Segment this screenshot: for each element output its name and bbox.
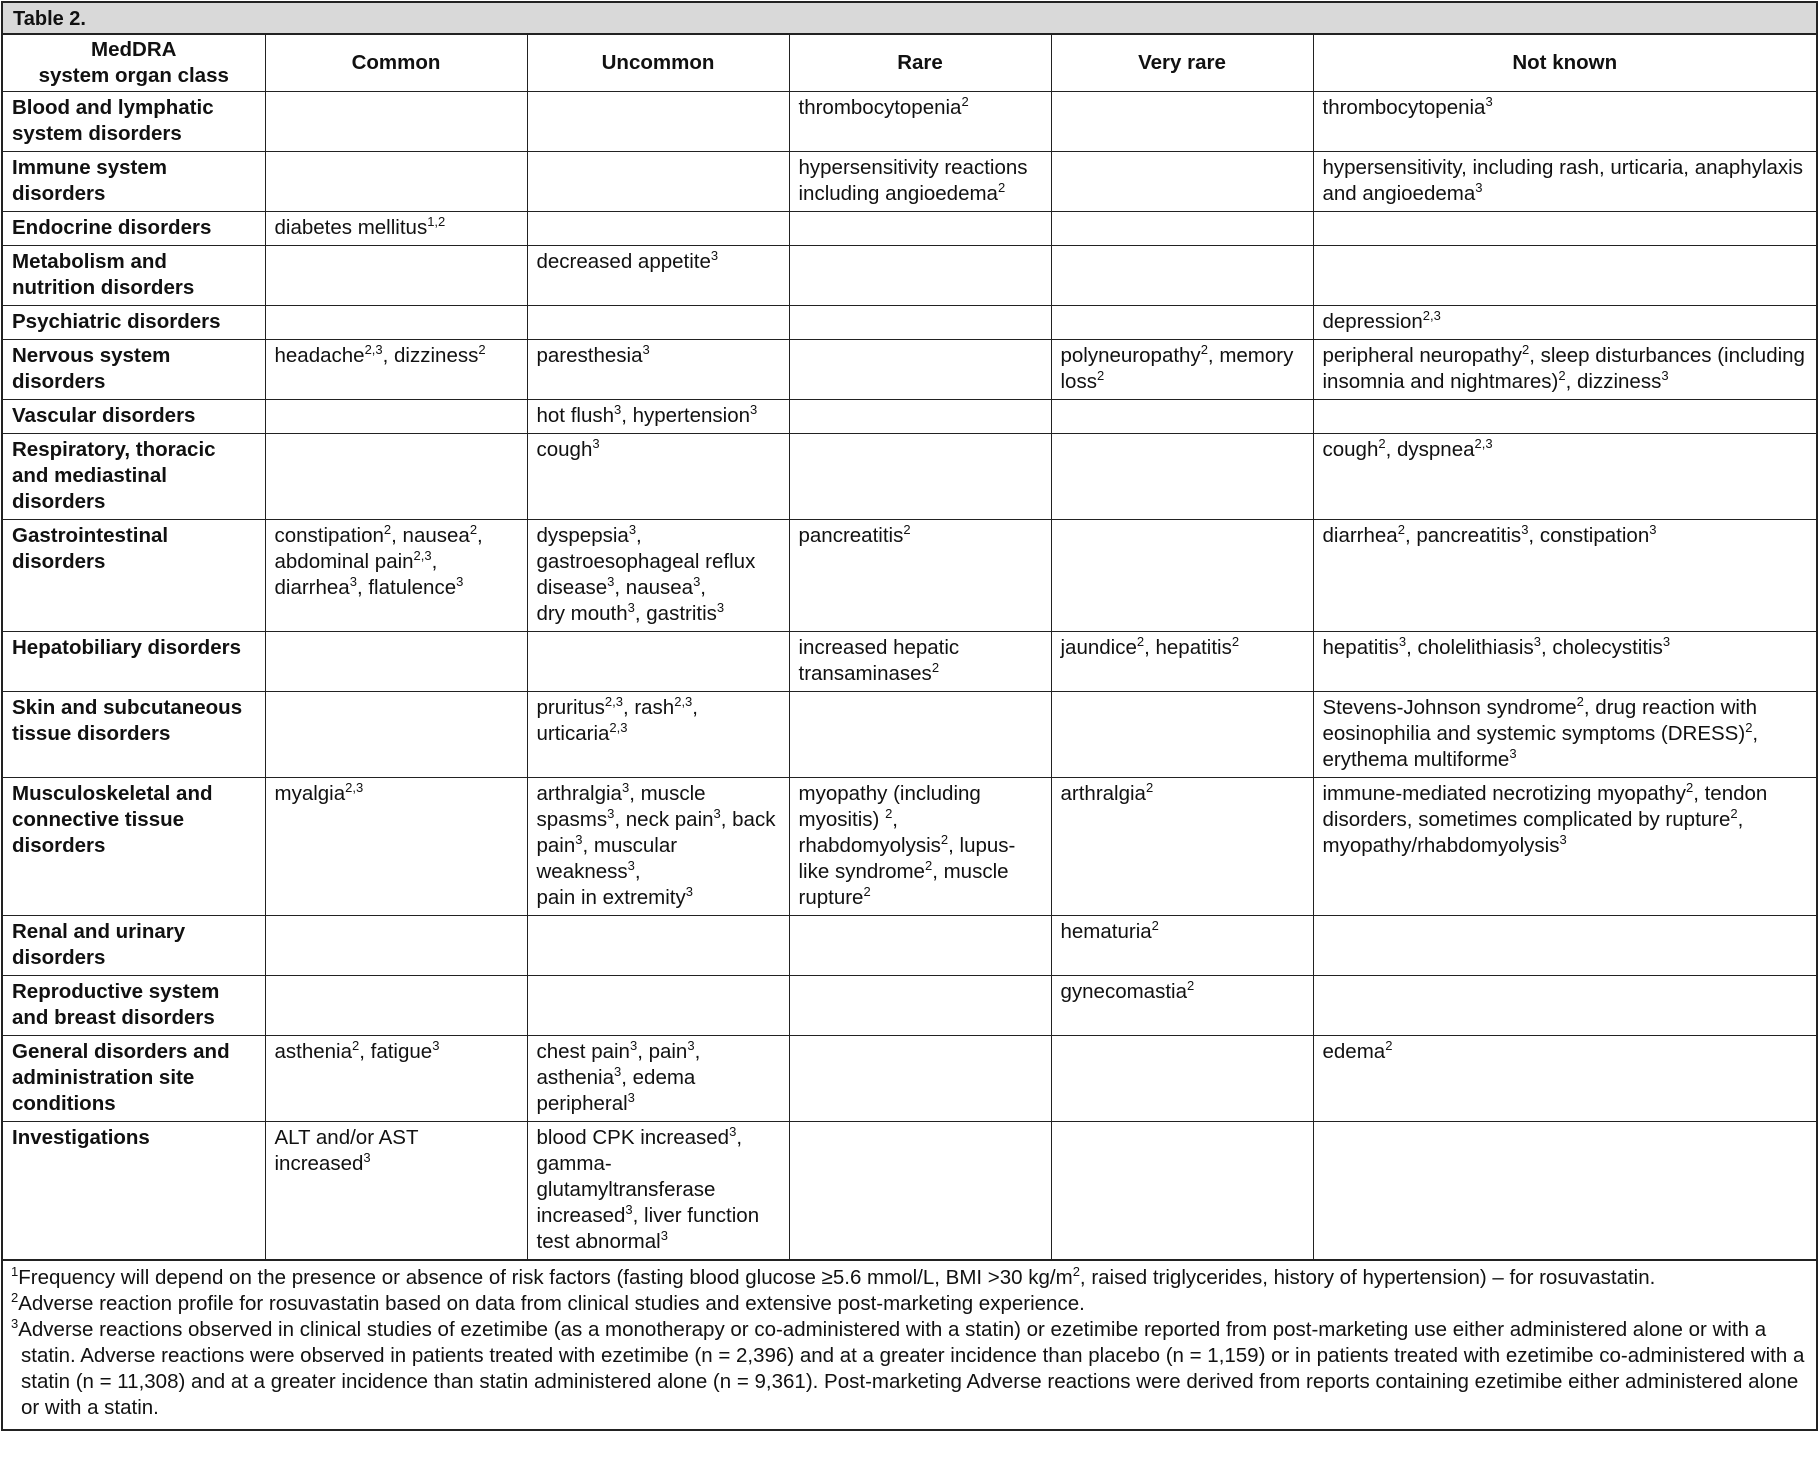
- cell-not-known: thrombocytopenia$^3$: [1313, 92, 1816, 152]
- cell-not-known: diarrhea$^2$, pancreatitis$^3$, constipation$^3$: [1313, 520, 1816, 632]
- cell-common: headache$^{2,3}$, dizziness$^2$: [265, 340, 527, 400]
- cell-uncommon: paresthesia$^3$: [527, 340, 789, 400]
- table-caption: Table 2.: [3, 3, 1816, 35]
- cell-common: constipation$^2$, nausea$^2$, abdominal pain$^{2,3}$, diarrhea$^3$, flatulence$^3$: [265, 520, 527, 632]
- cell-not-known: peripheral neuropathy$^2$, sleep disturbances (including insomnia and nightmares)$^2$, dizziness$^3$: [1313, 340, 1816, 400]
- cell-very-rare: [1051, 400, 1313, 434]
- system-organ-class: Nervous system disorders: [3, 340, 265, 400]
- cell-not-known: [1313, 212, 1816, 246]
- cell-very-rare: [1051, 306, 1313, 340]
- cell-very-rare: polyneuropathy$^2$, memory loss$^2$: [1051, 340, 1313, 400]
- table-row: [3, 434, 1816, 520]
- system-organ-class: Psychiatric disorders: [3, 306, 265, 340]
- table-container: [1, 1, 1818, 1431]
- footnote: $^3$Adverse reactions observed in clinical studies of ezetimibe (as a monotherapy or co-administered with a statin) or ezetimibe reported from post-marketing use either administered alone or with a statin. Adverse reactions were observed in patients treated with ezetimibe (n = 2,396) and at a greater incidence than placebo (n = 1,159) or in patients treated with ezetimibe co-administered with a statin (n = 11,308) and at a greater incidence than statin administered alone (n = 9,361). Post-marketing Adverse reactions were derived from reports containing ezetimibe either administered alone or with a statin.: [11, 1316, 1805, 1419]
- table-row: [3, 692, 1816, 778]
- column-header-common: Common: [265, 35, 527, 92]
- cell-rare: [789, 246, 1051, 306]
- system-organ-class: Musculoskeletal and connective tissue disorders: [3, 778, 265, 916]
- cell-very-rare: [1051, 1036, 1313, 1122]
- cell-uncommon: arthralgia$^3$, muscle spasms$^3$, neck pain$^3$, back pain$^3$, muscular weakness$^3$, pain in extremity$^3$: [527, 778, 789, 916]
- cell-very-rare: [1051, 434, 1313, 520]
- cell-very-rare: [1051, 692, 1313, 778]
- cell-very-rare: hematuria$^2$: [1051, 916, 1313, 976]
- column-header-soc: MedDRA system organ class: [3, 35, 265, 92]
- cell-uncommon: cough$^3$: [527, 434, 789, 520]
- cell-common: [265, 152, 527, 212]
- adverse-reactions-table: [3, 35, 1816, 1260]
- cell-uncommon: blood CPK increased$^3$, gamma-glutamyltransferase increased$^3$, liver function test abnormal$^3$: [527, 1122, 789, 1260]
- table-row: [3, 400, 1816, 434]
- cell-rare: myopathy (including myositis) $^2$, rhabdomyolysis$^2$, lupus-like syndrome$^2$, muscle rupture$^2$: [789, 778, 1051, 916]
- cell-uncommon: decreased appetite$^3$: [527, 246, 789, 306]
- cell-uncommon: [527, 152, 789, 212]
- table-row: [3, 778, 1816, 916]
- cell-uncommon: [527, 306, 789, 340]
- cell-uncommon: dyspepsia$^3$, gastroesophageal reflux disease$^3$, nausea$^3$, dry mouth$^3$, gastritis$^3$: [527, 520, 789, 632]
- system-organ-class: Vascular disorders: [3, 400, 265, 434]
- cell-common: asthenia$^2$, fatigue$^3$: [265, 1036, 527, 1122]
- system-organ-class: Respiratory, thoracic and mediastinal disorders: [3, 434, 265, 520]
- cell-rare: [789, 340, 1051, 400]
- cell-rare: [789, 306, 1051, 340]
- cell-common: [265, 692, 527, 778]
- system-organ-class: Skin and subcutaneous tissue disorders: [3, 692, 265, 778]
- cell-common: [265, 92, 527, 152]
- system-organ-class: Blood and lymphatic system disorders: [3, 92, 265, 152]
- cell-uncommon: [527, 212, 789, 246]
- table-row: [3, 916, 1816, 976]
- system-organ-class: Investigations: [3, 1122, 265, 1260]
- cell-rare: thrombocytopenia$^2$: [789, 92, 1051, 152]
- cell-common: ALT and/or AST increased$^3$: [265, 1122, 527, 1260]
- cell-very-rare: [1051, 92, 1313, 152]
- cell-not-known: [1313, 246, 1816, 306]
- cell-uncommon: [527, 632, 789, 692]
- system-organ-class: Renal and urinary disorders: [3, 916, 265, 976]
- table-row: [3, 340, 1816, 400]
- cell-rare: [789, 212, 1051, 246]
- footnote: $^1$Frequency will depend on the presence or absence of risk factors (fasting blood glucose ≥5.6 mmol/L, BMI >30 $kg/m^2$, raised triglycerides, history of hypertension) – for rosuvastatin.: [11, 1264, 1656, 1289]
- table-header: [3, 35, 1816, 92]
- cell-not-known: [1313, 1122, 1816, 1260]
- cell-not-known: edema$^2$: [1313, 1036, 1816, 1122]
- table-row: [3, 246, 1816, 306]
- column-header-very-rare: Very rare: [1051, 35, 1313, 92]
- table-body: [3, 92, 1816, 1260]
- cell-common: [265, 916, 527, 976]
- cell-common: [265, 246, 527, 306]
- cell-not-known: [1313, 916, 1816, 976]
- cell-rare: [789, 976, 1051, 1036]
- cell-rare: [789, 400, 1051, 434]
- column-header-not-known: Not known: [1313, 35, 1816, 92]
- cell-rare: [789, 434, 1051, 520]
- cell-rare: [789, 692, 1051, 778]
- cell-uncommon: hot flush$^3$, hypertension$^3$: [527, 400, 789, 434]
- system-organ-class: Hepatobiliary disorders: [3, 632, 265, 692]
- cell-very-rare: arthralgia$^2$: [1051, 778, 1313, 916]
- cell-common: [265, 434, 527, 520]
- cell-rare: increased hepatic transaminases$^2$: [789, 632, 1051, 692]
- column-header-rare: Rare: [789, 35, 1051, 92]
- table-row: [3, 520, 1816, 632]
- cell-very-rare: [1051, 152, 1313, 212]
- cell-very-rare: gynecomastia$^2$: [1051, 976, 1313, 1036]
- column-header-uncommon: Uncommon: [527, 35, 789, 92]
- system-organ-class: Gastrointestinal disorders: [3, 520, 265, 632]
- cell-not-known: cough$^2$, dyspnea$^{2,3}$: [1313, 434, 1816, 520]
- cell-very-rare: [1051, 1122, 1313, 1260]
- table-row: [3, 152, 1816, 212]
- footnote: $^2$Adverse reaction profile for rosuvastatin based on data from clinical studies and extensive post-marketing experience.: [11, 1290, 1085, 1315]
- cell-uncommon: chest pain$^3$, pain$^3$, asthenia$^3$, edema peripheral$^3$: [527, 1036, 789, 1122]
- cell-common: myalgia$^{2,3}$: [265, 778, 527, 916]
- cell-common: diabetes mellitus$^{1,2}$: [265, 212, 527, 246]
- cell-rare: pancreatitis$^2$: [789, 520, 1051, 632]
- cell-very-rare: jaundice$^2$, hepatitis$^2$: [1051, 632, 1313, 692]
- cell-rare: [789, 1036, 1051, 1122]
- system-organ-class: Metabolism and nutrition disorders: [3, 246, 265, 306]
- table-row: [3, 976, 1816, 1036]
- cell-rare: [789, 1122, 1051, 1260]
- cell-not-known: depression$^{2,3}$: [1313, 306, 1816, 340]
- cell-very-rare: [1051, 212, 1313, 246]
- system-organ-class: Immune system disorders: [3, 152, 265, 212]
- cell-not-known: hepatitis$^3$, cholelithiasis$^3$, cholecystitis$^3$: [1313, 632, 1816, 692]
- cell-uncommon: [527, 916, 789, 976]
- table-row: [3, 212, 1816, 246]
- cell-uncommon: pruritus$^{2,3}$, rash$^{2,3}$, urticaria$^{2,3}$: [527, 692, 789, 778]
- table-row: [3, 92, 1816, 152]
- cell-uncommon: [527, 976, 789, 1036]
- header-row: [3, 35, 1816, 92]
- cell-common: [265, 976, 527, 1036]
- cell-not-known: hypersensitivity, including rash, urticaria, anaphylaxis and angioedema$^3$: [1313, 152, 1816, 212]
- system-organ-class: General disorders and administration site conditions: [3, 1036, 265, 1122]
- table-row: [3, 1122, 1816, 1260]
- system-organ-class: Reproductive system and breast disorders: [3, 976, 265, 1036]
- cell-common: [265, 632, 527, 692]
- cell-not-known: [1313, 976, 1816, 1036]
- cell-rare: [789, 916, 1051, 976]
- cell-very-rare: [1051, 246, 1313, 306]
- cell-common: [265, 400, 527, 434]
- cell-not-known: [1313, 400, 1816, 434]
- cell-rare: hypersensitivity reactions including angioedema$^2$: [789, 152, 1051, 212]
- cell-common: [265, 306, 527, 340]
- table-row: [3, 632, 1816, 692]
- cell-very-rare: [1051, 520, 1313, 632]
- system-organ-class: Endocrine disorders: [3, 212, 265, 246]
- table-row: [3, 306, 1816, 340]
- cell-not-known: Stevens-Johnson syndrome$^2$, drug reaction with eosinophilia and systemic symptoms (DRESS)$^2$, erythema multiforme$^3$: [1313, 692, 1816, 778]
- footnotes: [3, 1260, 1816, 1429]
- table-row: [3, 1036, 1816, 1122]
- cell-not-known: immune-mediated necrotizing myopathy$^2$, tendon disorders, sometimes complicated by rupture$^2$, myopathy/rhabdomyolysis$^3$: [1313, 778, 1816, 916]
- cell-uncommon: [527, 92, 789, 152]
